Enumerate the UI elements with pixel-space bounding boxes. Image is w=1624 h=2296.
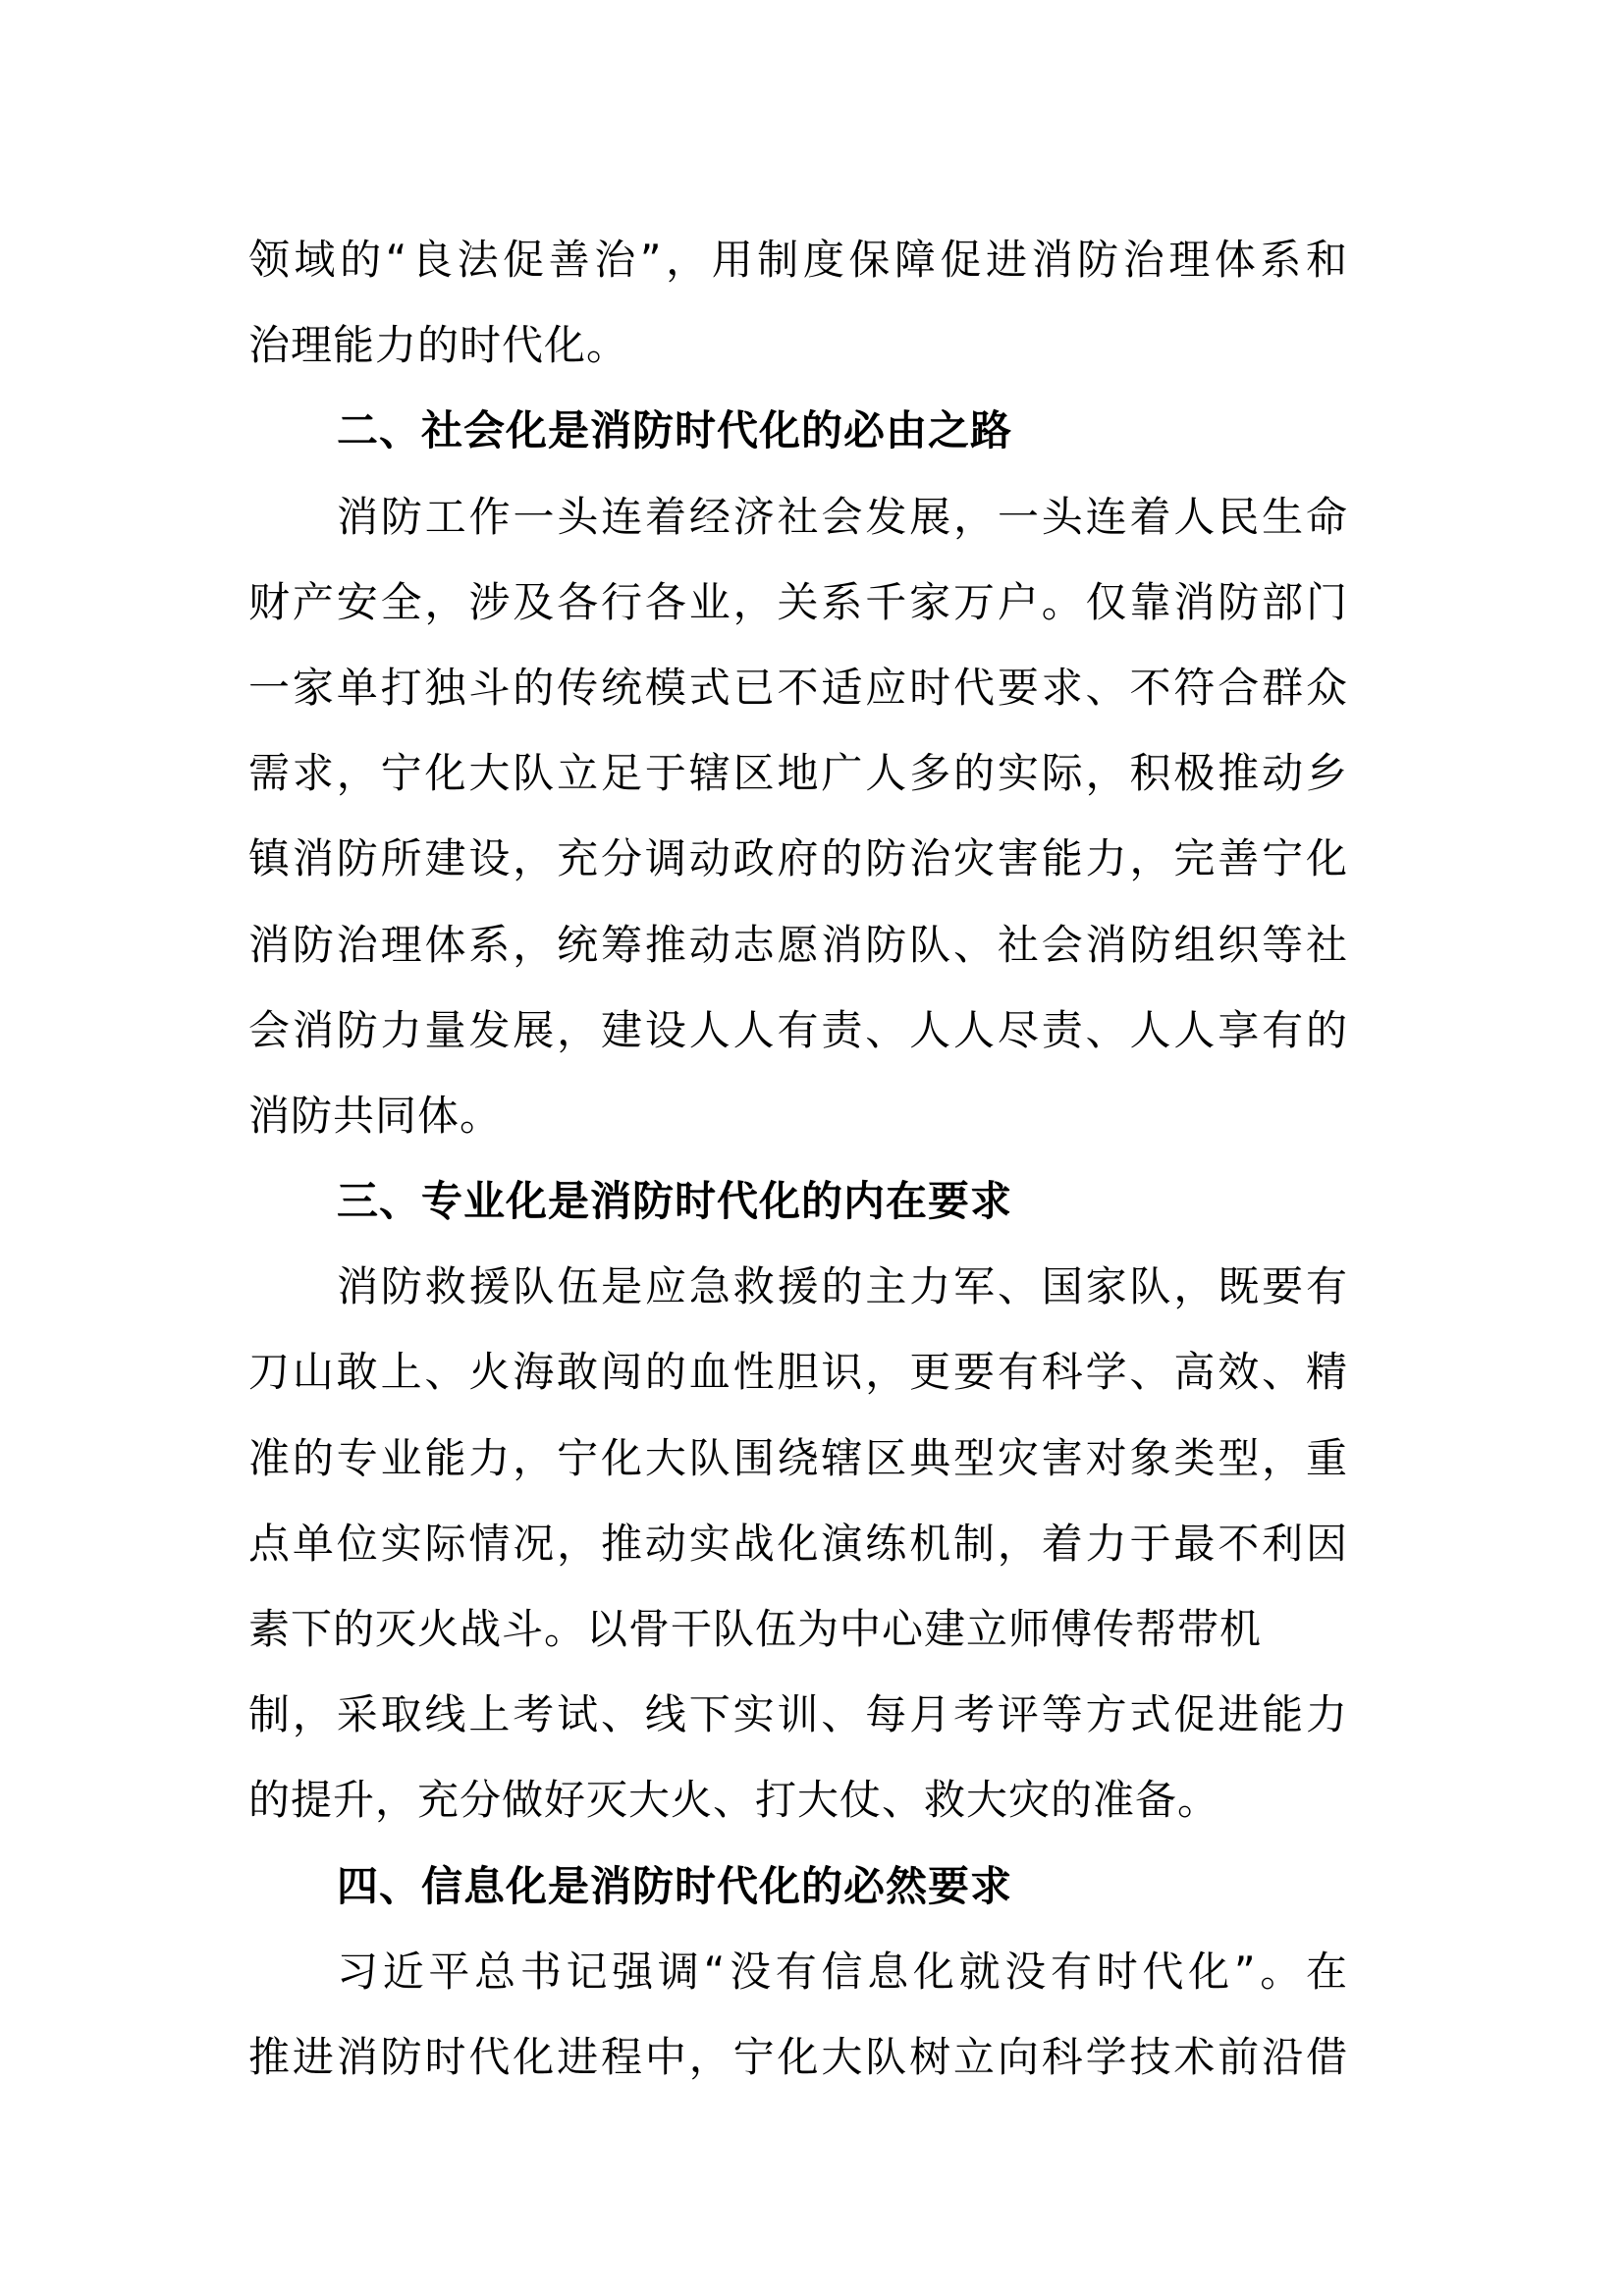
text-line: 准的专业能力，宁化大队围绕辖区典型灾害对象类型，重 — [248, 1433, 1348, 1482]
text-line: 消防治理体系，统筹推动志愿消防队、社会消防组织等社 — [248, 920, 1348, 969]
text-line: 习近平总书记强调“没有信息化就没有时代化”。在 — [337, 1947, 1348, 1996]
section-heading: 二、社会化是消防时代化的必由之路 — [337, 406, 1013, 455]
text-line: 刀山敢上、火海敢闯的血性胆识，更要有科学、高效、精 — [248, 1348, 1348, 1397]
section-heading: 三、专业化是消防时代化的内在要求 — [337, 1177, 1013, 1226]
text-line: 财产安全，涉及各行各业，关系千家万户。仅靠消防部门 — [248, 577, 1348, 626]
text-line: 治理能力的时代化。 — [248, 321, 629, 370]
text-line: 会消防力量发展，建设人人有责、人人尽责、人人享有的 — [248, 1005, 1348, 1054]
text-line: 消防工作一头连着经济社会发展，一头连着人民生命 — [337, 492, 1348, 541]
section-heading: 四、信息化是消防时代化的必然要求 — [337, 1861, 1013, 1910]
text-line: 制，采取线上考试、线下实训、每月考评等方式促进能力 — [248, 1690, 1348, 1739]
text-line: 领域的“良法促善治”，用制度保障促进消防治理体系和 — [248, 236, 1348, 284]
text-line: 镇消防所建设，充分调动政府的防治灾害能力，完善宁化 — [248, 834, 1348, 883]
text-line: 点单位实际情况，推动实战化演练机制，着力于最不利因 — [248, 1519, 1348, 1568]
text-line: 一家单打独斗的传统模式已不适应时代要求、不符合群众 — [248, 663, 1348, 712]
text-line: 消防共同体。 — [248, 1091, 503, 1140]
text-line: 推进消防时代化进程中，宁化大队树立向科学技术前沿借 — [248, 2032, 1348, 2081]
text-line: 的提升，充分做好灭大火、打大仗、救大灾的准备。 — [248, 1776, 1220, 1825]
text-line: 需求，宁化大队立足于辖区地广人多的实际，积极推动乡 — [248, 749, 1348, 798]
document-page — [248, 217, 1348, 2100]
text-line: 素下的灭火战斗。以骨干队伍为中心建立师傅传帮带机 — [248, 1605, 1263, 1653]
text-line: 消防救援队伍是应急救援的主力军、国家队，既要有 — [337, 1262, 1348, 1311]
